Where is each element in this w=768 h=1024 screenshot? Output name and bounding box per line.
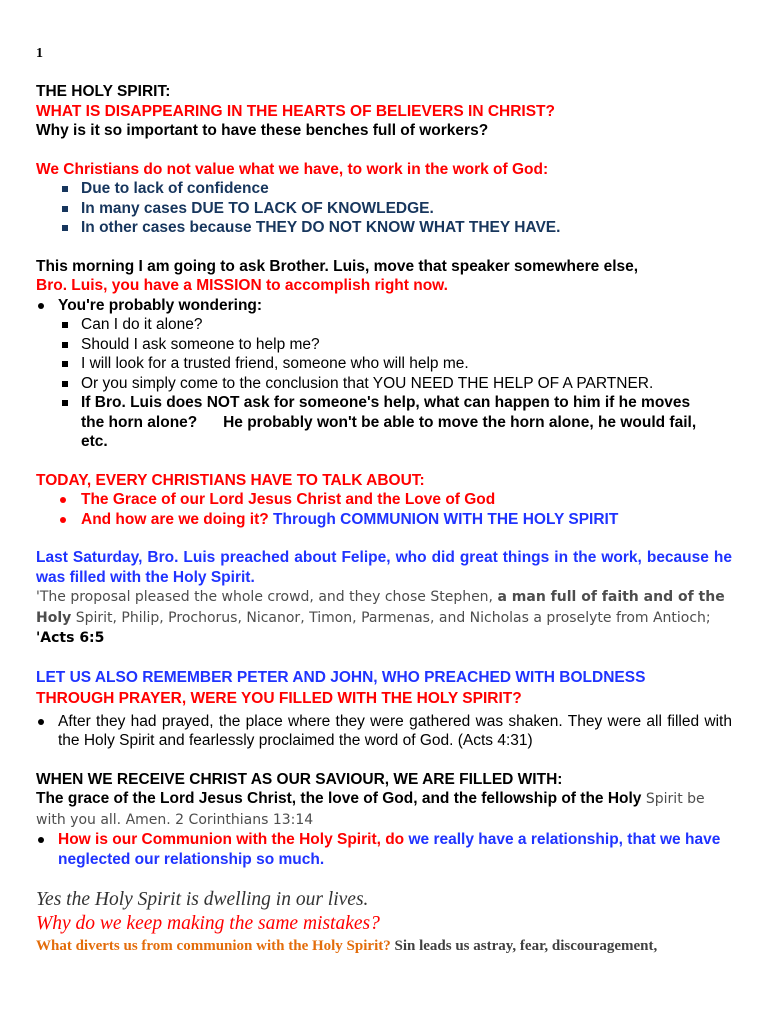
today-list bbox=[36, 490, 732, 529]
list-item: Should I ask someone to help me? bbox=[36, 335, 732, 355]
reasons-list bbox=[36, 179, 732, 238]
list-item-blue: Through COMMUNION WITH THE HOLY SPIRIT bbox=[268, 510, 619, 528]
mistakes-line: Why do we keep making the same mistakes? bbox=[36, 913, 380, 934]
peter-john-heading: LET US ALSO REMEMBER PETER AND JOHN, WHO PREACHED WITH BOLDNESS bbox=[36, 668, 646, 686]
list-item-red: And how are we doing it? bbox=[81, 510, 269, 528]
diverts-answer: Sin leads us astray, fear, discouragement, bbox=[390, 938, 658, 954]
quote-reference: 'Acts 6:5 bbox=[36, 630, 105, 646]
list-item bbox=[36, 830, 732, 869]
list-item bbox=[36, 510, 732, 530]
dwelling-line: Yes the Holy Spirit is dwelling in our lives. bbox=[36, 889, 369, 910]
list-item: Due to lack of confidence bbox=[36, 179, 732, 199]
list-item-red: How is our Communion with the Holy Spirit, do bbox=[58, 831, 405, 848]
saturday-paragraph: Last Saturday, Bro. Luis preached about Felipe, who did great things in the work, because he was filled with the Holy Spirit. bbox=[36, 549, 732, 586]
list-item: The Grace of our Lord Jesus Christ and the Love of God bbox=[36, 490, 732, 510]
questions-list bbox=[36, 315, 732, 452]
receive-heading: WHEN WE RECEIVE CHRIST AS OUR SAVIOUR, WE ARE FILLED WITH: bbox=[36, 770, 563, 788]
diverts-line bbox=[36, 936, 732, 956]
question-line: Why is it so important to have these benches full of workers? bbox=[36, 122, 489, 139]
list-item: I will look for a trusted friend, someone who will help me. bbox=[36, 354, 732, 374]
section-subtitle: WHAT IS DISAPPEARING IN THE HEARTS OF BELIEVERS IN CHRIST? bbox=[36, 102, 555, 120]
quote-text: 'The proposal pleased the whole crowd, and they chose Stephen, bbox=[36, 589, 498, 605]
verse-rest: Spirit be with you all. Amen. 2 Corinthians 13:14 bbox=[36, 791, 705, 828]
list-item: You're probably wondering: bbox=[36, 296, 732, 316]
grace-verse bbox=[36, 789, 732, 830]
values-heading: We Christians do not value what we have, to work in the work of God: bbox=[36, 160, 549, 178]
list-item: Can I do it alone? bbox=[36, 315, 732, 335]
communion-list bbox=[36, 830, 732, 869]
mission-line: Bro. Luis, you have a MISSION to accomplish right now. bbox=[36, 277, 448, 294]
list-item-line: etc. bbox=[81, 433, 108, 450]
prayer-list bbox=[36, 712, 732, 751]
prayer-heading: THROUGH PRAYER, WERE YOU FILLED WITH THE HOLY SPIRIT? bbox=[36, 690, 522, 707]
acts-quote bbox=[36, 587, 732, 649]
quote-emphasis: a man full of faith and of the Holy bbox=[36, 589, 725, 626]
verse-bold: The grace of the Lord Jesus Christ, the love of God, and the fellowship of the Holy bbox=[36, 790, 642, 807]
list-item-line: the horn alone? He probably won't be able to move the horn alone, he would fail, bbox=[81, 413, 697, 431]
diverts-question: What diverts us from communion with the Holy Spirit? bbox=[36, 938, 391, 954]
list-item-line: If Bro. Luis does NOT ask for someone's help, what can happen to him if he moves bbox=[81, 394, 691, 411]
list-item: After they had prayed, the place where they were gathered was shaken. They were all filled with the Holy Spirit and fearlessly proclaimed the word of God. (Acts 4:31) bbox=[36, 712, 732, 751]
list-item-blue: we really have a relationship, that we have neglected our relationship so much. bbox=[58, 831, 721, 868]
morning-line: This morning I am going to ask Brother. Luis, move that speaker somewhere else, bbox=[36, 257, 639, 275]
today-heading: TODAY, EVERY CHRISTIANS HAVE TO TALK ABOUT: bbox=[36, 471, 425, 489]
list-item: In many cases DUE TO LACK OF KNOWLEDGE. bbox=[36, 199, 732, 219]
section-title: THE HOLY SPIRIT: bbox=[36, 83, 171, 100]
document-body bbox=[36, 82, 732, 956]
list-item bbox=[36, 393, 732, 452]
page-number: 1 bbox=[36, 46, 43, 61]
list-item: In other cases because THEY DO NOT KNOW WHAT THEY HAVE. bbox=[36, 218, 732, 238]
quote-text: Spirit, Philip, Prochorus, Nicanor, Timon, Parmenas, and Nicholas a proselyte from Antioch; bbox=[71, 609, 711, 626]
wondering-list bbox=[36, 296, 732, 316]
list-item: Or you simply come to the conclusion that YOU NEED THE HELP OF A PARTNER. bbox=[36, 374, 732, 394]
